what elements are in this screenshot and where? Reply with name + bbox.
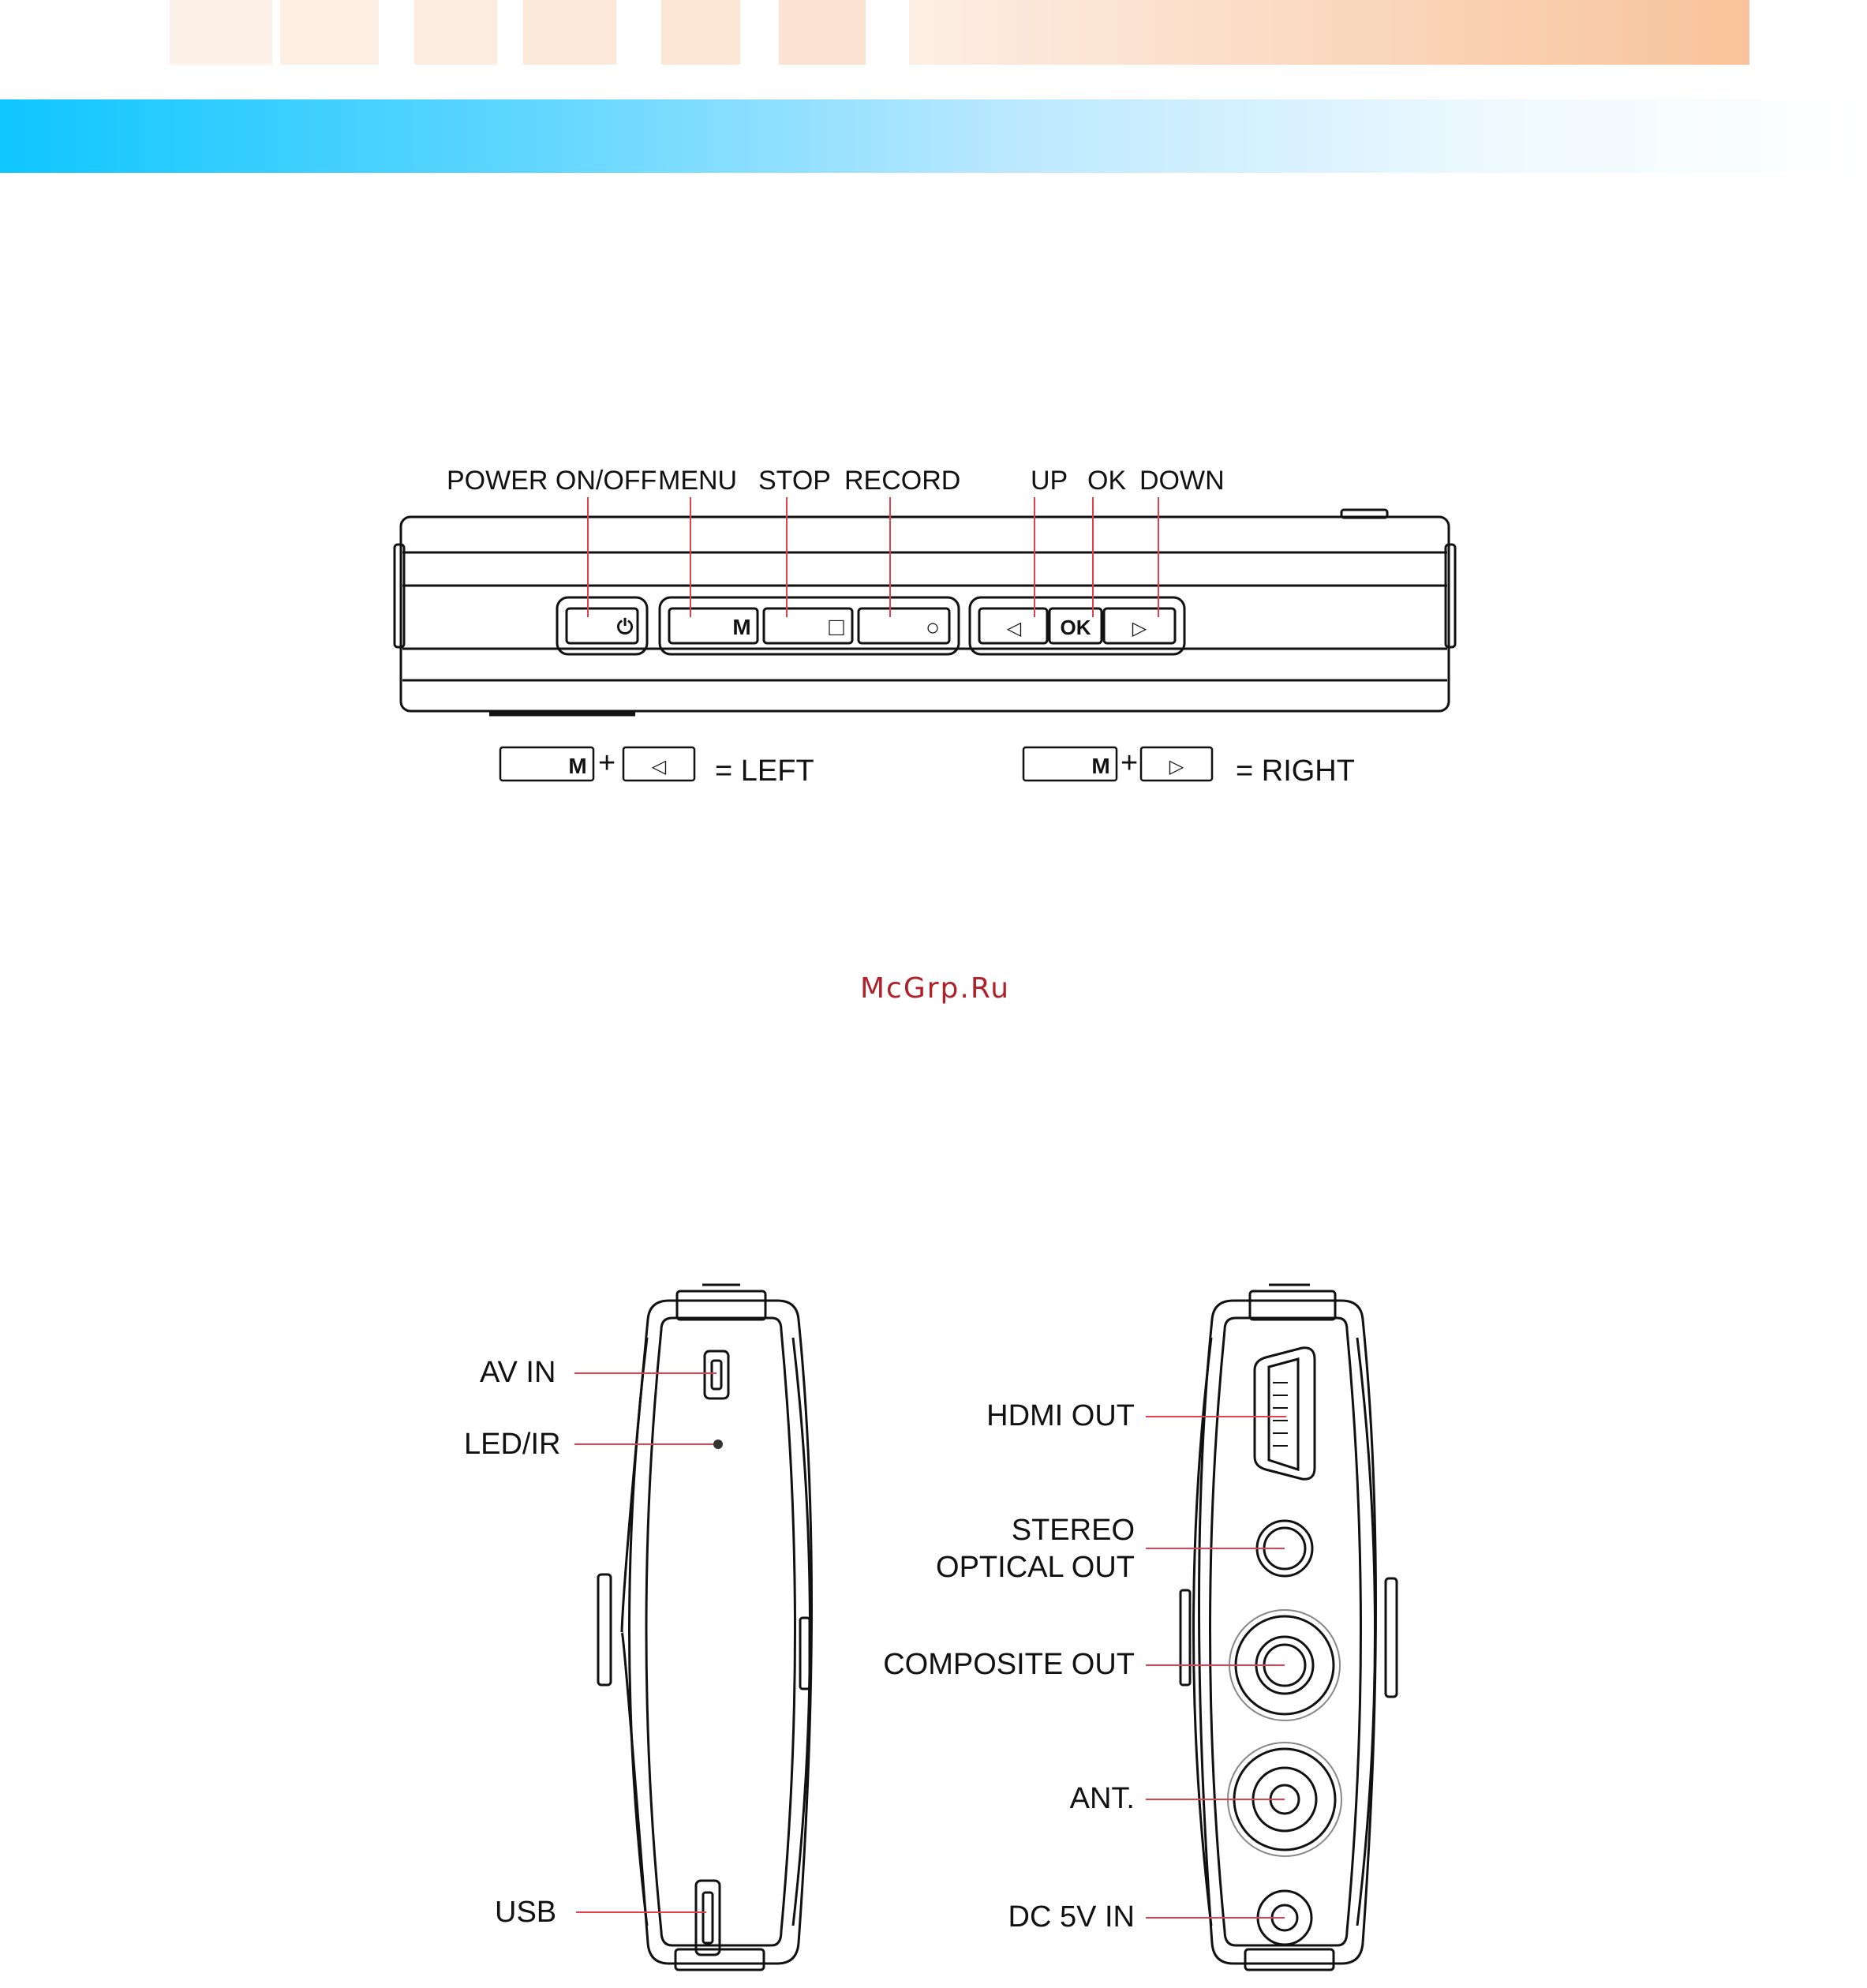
ok-label: OK — [1087, 466, 1127, 496]
stereo-label-line1: STEREO — [1011, 1514, 1135, 1547]
combo-right-arrow-icon: ▷ — [1169, 756, 1184, 777]
record-icon: ○ — [925, 615, 941, 641]
front-leader-lines — [588, 497, 1158, 617]
hdmi-out-label: HDMI OUT — [986, 1399, 1135, 1432]
combo-right-result: = RIGHT — [1236, 754, 1355, 788]
ant-label: ANT. — [1069, 1782, 1135, 1815]
left-side-body — [598, 1285, 812, 1970]
led-ir-label: LED/IR — [464, 1428, 561, 1461]
stop-icon: □ — [829, 612, 844, 641]
combo-left-plus: + — [598, 747, 616, 780]
combo-right-plus: + — [1121, 747, 1139, 780]
up-label: UP — [1031, 466, 1068, 496]
power-icon: ⏻ — [616, 615, 634, 638]
record-label: RECORD — [844, 466, 961, 496]
stop-label: STOP — [758, 466, 831, 496]
usb-label: USB — [495, 1896, 557, 1929]
av-in-port — [705, 1351, 728, 1398]
ok-glyph: OK — [1060, 616, 1091, 639]
combo-left-arrow-icon: ◁ — [651, 756, 667, 777]
left-triangle-icon: ◁ — [1006, 618, 1022, 639]
composite-out-label: COMPOSITE OUT — [883, 1648, 1135, 1681]
hdmi-port — [1255, 1348, 1315, 1479]
hdmi-pins — [1273, 1383, 1288, 1446]
right-triangle-icon: ▷ — [1132, 618, 1147, 639]
combo-left-result: = LEFT — [715, 754, 814, 788]
menu-label: MENU — [658, 466, 738, 496]
power-label: POWER ON/OFF — [447, 466, 657, 496]
down-label: DOWN — [1139, 466, 1225, 496]
right-side-body — [1180, 1285, 1397, 1970]
combo-right-m-glyph: M — [1091, 754, 1110, 778]
stereo-label-line2: OPTICAL OUT — [936, 1551, 1135, 1584]
menu-glyph: M — [732, 615, 751, 639]
led-ir-indicator — [713, 1440, 723, 1449]
dc-5v-in-label: DC 5V IN — [1008, 1900, 1135, 1934]
combo-left-m-glyph: M — [568, 754, 587, 778]
watermark: McGrp.Ru — [860, 972, 1011, 1005]
av-in-label: AV IN — [480, 1356, 556, 1389]
